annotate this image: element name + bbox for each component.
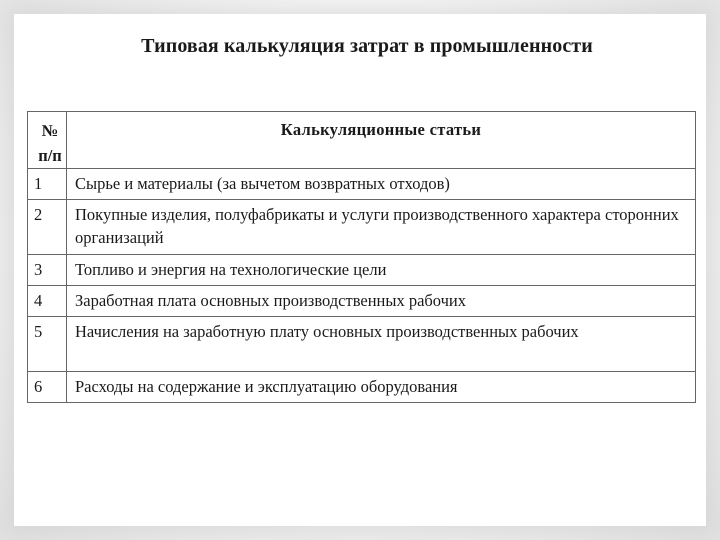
row-number: 3 bbox=[28, 255, 67, 286]
cost-item: Топливо и энергия на технологические цели bbox=[67, 255, 696, 286]
items-column-header: Калькуляционные статьи bbox=[67, 112, 696, 169]
number-column-header: № п/п bbox=[28, 112, 67, 169]
table-row bbox=[28, 255, 696, 286]
row-number: 5 bbox=[28, 317, 67, 372]
cost-item: Сырье и материалы (за вычетом возвратных отходов) bbox=[67, 169, 696, 200]
table-row bbox=[28, 317, 696, 372]
cost-item: Начисления на заработную плату основных производственных рабочих bbox=[67, 317, 696, 372]
table-row bbox=[28, 169, 696, 200]
cost-item: Расходы на содержание и эксплуатацию оборудования bbox=[67, 372, 696, 403]
row-number: 2 bbox=[28, 200, 67, 255]
row-number: 6 bbox=[28, 372, 67, 403]
cost-item: Покупные изделия, полуфабрикаты и услуги производственного характера сторонних организаций bbox=[67, 200, 696, 255]
table-row bbox=[28, 286, 696, 317]
table-header-row bbox=[28, 112, 696, 169]
slide-title: Типовая калькуляция затрат в промышленности bbox=[141, 35, 593, 57]
table-row bbox=[28, 372, 696, 403]
row-number: 4 bbox=[28, 286, 67, 317]
row-number: 1 bbox=[28, 169, 67, 200]
table-row bbox=[28, 200, 696, 255]
cost-calculation-table bbox=[27, 111, 696, 403]
cost-item: Заработная плата основных производственных рабочих bbox=[67, 286, 696, 317]
